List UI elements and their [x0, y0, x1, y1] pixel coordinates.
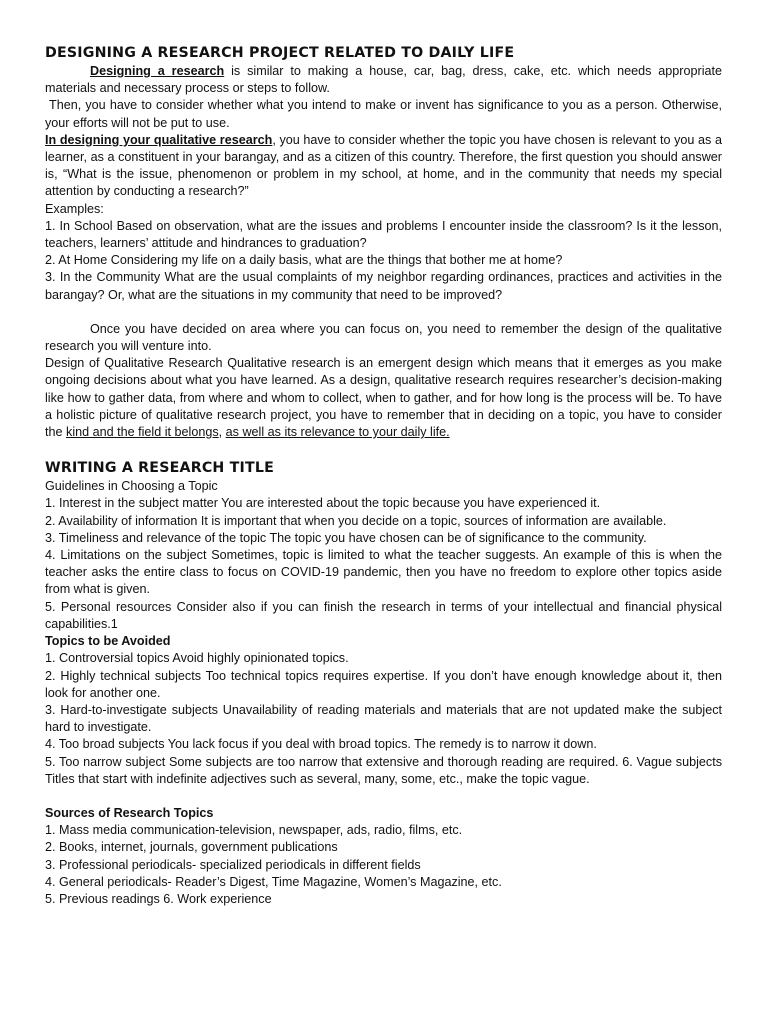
guideline-item: 5. Personal resources Consider also if you can finish the research in terms of your intellectual and financial physical capabilities.1: [45, 599, 722, 631]
qualitative-research-text: , you have to consider whether the topic you have chosen is relevant to you as a learner, as a constituent in your barangay, and as a citizen of this country. Therefore, the first question you should answer is, “What is the issue, phenomenon or problem in my school, at home, and in the community that needs my special attention by conducting a research?”: [45, 132, 722, 199]
source-item: 5. Previous readings 6. Work experience: [45, 891, 272, 906]
qualitative-research-term: In designing your qualitative research: [45, 132, 273, 147]
guidelines-label: Guidelines in Choosing a Topic: [45, 479, 218, 494]
guideline-item: 1. Interest in the subject matter You are interested about the topic because you have experienced it.: [45, 496, 601, 511]
avoid-item: 1. Controversial topics Avoid highly opinionated topics.: [45, 651, 349, 666]
source-item: 2. Books, internet, journals, government publications: [45, 840, 338, 855]
paragraph-design-qualitative: [45, 355, 722, 441]
sources-label: Sources of Research Topics: [45, 805, 214, 820]
avoid-item: 2. Highly technical subjects Too technical topics requires expertise. If you don’t have enough knowledge about it, then look for another one.: [45, 668, 722, 700]
designing-research-term: Designing a research: [90, 64, 225, 78]
spacer: [45, 788, 722, 805]
comma-separator: ,: [218, 425, 226, 440]
guideline-item: 3. Timeliness and relevance of the topic The topic you have chosen can be of significance to the community.: [45, 530, 647, 545]
example-item-community: 3. In the Community What are the usual complaints of my neighbor regarding ordinances, practices and activities in the barangay? Or, what are the situations in my community that need to be improved?: [45, 270, 722, 302]
paragraph-designing-research: [45, 63, 722, 97]
source-item: 4. General periodicals- Reader’s Digest, Time Magazine, Women’s Magazine, etc.: [45, 874, 502, 889]
section-title-writing: WRITING A RESEARCH TITLE: [45, 460, 275, 477]
kind-field-phrase: kind and the field it belongs: [66, 425, 219, 440]
avoid-item: 4. Too broad subjects You lack focus if you deal with broad topics. The remedy is to narrow it down.: [45, 737, 597, 752]
avoid-item: 3. Hard-to-investigate subjects Unavailability of reading materials and materials that are not updated make the subject hard to investigate.: [45, 702, 722, 735]
source-item: 3. Professional periodicals- specialized periodicals in different fields: [45, 857, 421, 872]
design-qualitative-text: Design of Qualitative Research Qualitative research is an emergent design which means that it emerges as you make ongoing decisions about what you have learned. As a design, qualitative research requires researcher’s decision-making like how to gather data, from where and whom to collect, when to gather, and for how long is the process will be. To have a holistic picture of qualitative research project, you have to remember that in deciding on a topic, you have to consider the: [45, 356, 722, 440]
paragraph-qualitative-research: [45, 132, 722, 201]
guideline-item: 4. Limitations on the subject Sometimes, topic is limited to what the teacher suggests. An example of this is when the teacher asks the entire class to focus on COVID-19 pandemic, then you have no freedom to explore other topics aside from what is given.: [45, 548, 722, 597]
spacer: [45, 441, 722, 459]
example-item-school: 1. In School Based on observation, what are the issues and problems I encounter inside the classroom? Is it the lesson, teachers, learners’ attitude and hindrances to graduation?: [45, 218, 722, 251]
avoid-item: 5. Too narrow subject Some subjects are too narrow that extensive and thorough reading are required. 6. Vague subjects Titles that start with indefinite adjectives such as several, many, some, etc., make the topic vague.: [45, 754, 722, 786]
section-title-designing: DESIGNING A RESEARCH PROJECT RELATED TO DAILY LIFE: [45, 45, 515, 61]
relevance-phrase: as well as its relevance to your daily life.: [225, 425, 450, 440]
document-page: [45, 44, 722, 908]
paragraph-decided-area: Once you have decided on area where you can focus on, you need to remember the design of the qualitative research you will venture into.: [45, 321, 722, 354]
spacer: [45, 304, 722, 321]
source-item: 1. Mass media communication-television, newspaper, ads, radio, films, etc.: [45, 823, 463, 838]
designing-research-text: is similar to making a house, car, bag, dress, cake, etc. which needs appropriate materials and necessary process or steps to follow.: [45, 64, 722, 96]
example-item-home: 2. At Home Considering my life on a daily basis, what are the things that bother me at home?: [45, 253, 563, 268]
avoid-label: Topics to be Avoided: [45, 634, 171, 649]
examples-label: Examples:: [45, 201, 104, 216]
guideline-item: 2. Availability of information It is important that when you decide on a topic, sources of information are available.: [45, 513, 667, 528]
paragraph-significance: Then, you have to consider whether what you intend to make or invent has significance to you as a person. Otherwise, your efforts will not be put to use.: [45, 98, 722, 130]
